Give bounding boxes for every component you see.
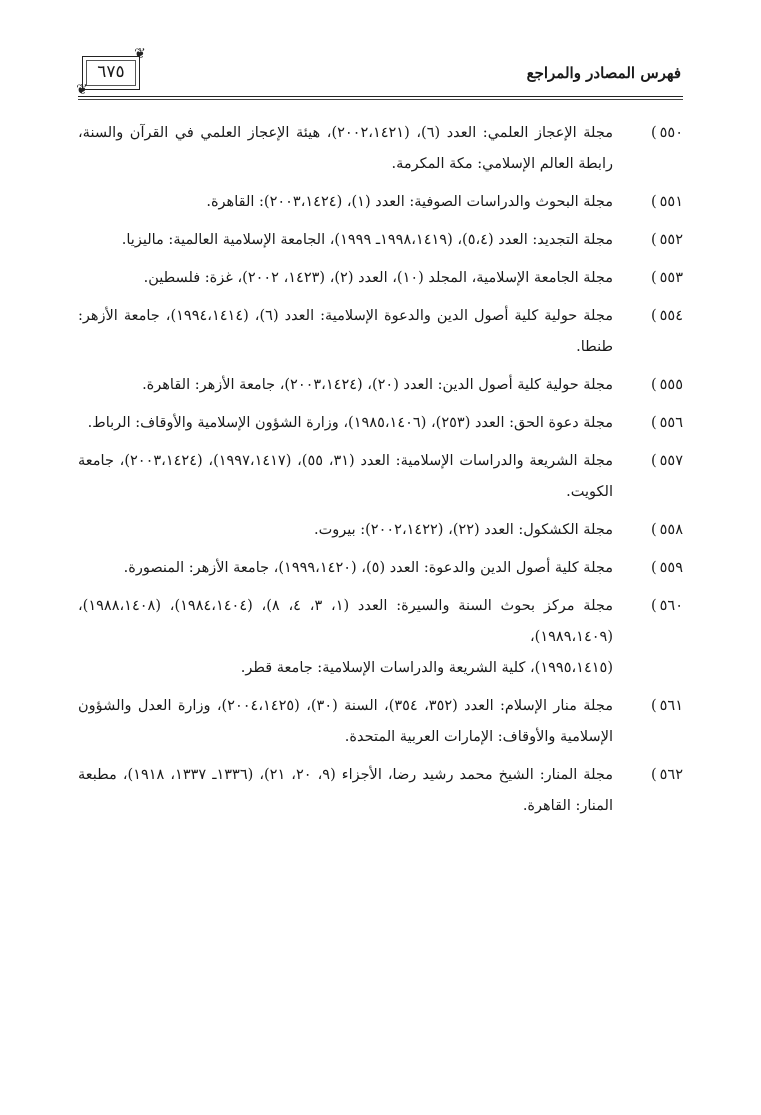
entry-number bbox=[651, 408, 683, 439]
entry-number bbox=[651, 691, 683, 722]
entry-text: مجلة كلية أصول الدين والدعوة: العدد (٥)، (١٩٩٩،١٤٢٠)، جامعة الأزهر: المنصورة. bbox=[123, 560, 613, 576]
entry-number-paren: ) bbox=[650, 270, 657, 286]
entry-number bbox=[651, 118, 683, 149]
entry-number bbox=[651, 446, 683, 477]
reference-entry bbox=[78, 263, 683, 294]
entry-number-paren: ) bbox=[650, 598, 657, 614]
page-number: ٦٧٥ bbox=[97, 62, 125, 82]
entry-text: مجلة الجامعة الإسلامية، المجلد (١٠)، العدد (٢)، (١٤٢٣، ٢٠٠٢)، غزة: فلسطين. bbox=[143, 270, 613, 286]
entry-text: مجلة الشريعة والدراسات الإسلامية: العدد (٣١، ٥٥)، (١٩٩٧،١٤١٧)، (٢٠٠٣،١٤٢٤)، جامعة الكويت. bbox=[78, 453, 613, 500]
entry-number-digits: ٥٥٥ bbox=[659, 377, 683, 393]
entry-number bbox=[651, 515, 683, 546]
entry-number-paren: ) bbox=[650, 560, 657, 576]
header-title: فهرس المصادر والمراجع bbox=[526, 64, 681, 82]
entry-text: مجلة البحوث والدراسات الصوفية: العدد (١)، (٢٠٠٣،١٤٢٤): القاهرة. bbox=[206, 194, 613, 210]
entry-number-paren: ) bbox=[650, 308, 657, 324]
entry-number-paren: ) bbox=[650, 194, 657, 210]
entry-number-digits: ٥٥٢ bbox=[659, 232, 683, 248]
header-rule-thin bbox=[78, 99, 683, 100]
entry-number-digits: ٥٥٩ bbox=[659, 560, 683, 576]
reference-entry bbox=[78, 760, 683, 822]
entry-number bbox=[651, 553, 683, 584]
entry-number-digits: ٥٥٨ bbox=[659, 522, 683, 538]
entry-number-digits: ٥٥٠ bbox=[659, 125, 683, 141]
entry-continuation: (١٩٩٥،١٤١٥)، كلية الشريعة والدراسات الإسلامية: جامعة قطر. bbox=[240, 660, 613, 676]
entry-number bbox=[651, 301, 683, 332]
entry-number bbox=[651, 263, 683, 294]
entry-number-paren: ) bbox=[650, 377, 657, 393]
reference-entry bbox=[78, 408, 683, 439]
entry-text: مجلة مركز بحوث السنة والسيرة: العدد (١، ٣، ٤، ٨)، (١٩٨٤،١٤٠٤)، (١٩٨٨،١٤٠٨)، (١٩٨٩،١٤٠٩)، bbox=[78, 598, 614, 645]
reference-list bbox=[78, 118, 683, 829]
entry-text: مجلة الإعجاز العلمي: العدد (٦)، (٢٠٠٢،١٤٢١)، هيئة الإعجاز العلمي في القرآن والسنة، رابطة العالم الإسلامي: مكة المكرمة. bbox=[78, 125, 613, 172]
entry-text: مجلة حولية كلية أصول الدين: العدد (٢٠)، (٢٠٠٣،١٤٢٤)، جامعة الأزهر: القاهرة. bbox=[142, 377, 613, 393]
running-header bbox=[76, 46, 683, 98]
entry-text: مجلة الكشكول: العدد (٢٢)، (٢٠٠٢،١٤٢٢): بيروت. bbox=[313, 522, 613, 538]
entry-text: مجلة دعوة الحق: العدد (٢٥٣)، (١٩٨٥،١٤٠٦)، وزارة الشؤون الإسلامية والأوقاف: الرباط. bbox=[87, 415, 613, 431]
entry-number-digits: ٥٦١ bbox=[659, 698, 683, 714]
corner-ornament-icon: ❦ bbox=[76, 82, 88, 98]
entry-text: مجلة حولية كلية أصول الدين والدعوة الإسلامية: العدد (٦)، (١٩٩٤،١٤١٤)، جامعة الأزهر: طنطا. bbox=[78, 308, 613, 355]
entry-number-digits: ٥٦٠ bbox=[659, 598, 683, 614]
entry-number-digits: ٥٥٦ bbox=[659, 415, 683, 431]
entry-number-digits: ٥٥١ bbox=[659, 194, 683, 210]
entry-number bbox=[651, 225, 683, 256]
entry-number-paren: ) bbox=[650, 453, 657, 469]
reference-entry bbox=[78, 370, 683, 401]
entry-text: مجلة المنار: الشيخ محمد رشيد رضا، الأجزاء (٩، ٢٠، ٢١)، (١٣٣٦ـ ١٣٣٧، ١٩١٨)، مطبعة المنار: القاهرة. bbox=[78, 767, 614, 814]
reference-entry bbox=[78, 118, 683, 180]
entry-number bbox=[651, 370, 683, 401]
reference-entry bbox=[78, 301, 683, 363]
reference-entry bbox=[78, 446, 683, 508]
entry-number-digits: ٥٦٢ bbox=[659, 767, 683, 783]
header-rule bbox=[78, 96, 683, 97]
entry-number-paren: ) bbox=[650, 522, 657, 538]
entry-number bbox=[651, 187, 683, 218]
reference-entry bbox=[78, 591, 683, 653]
entry-number-paren: ) bbox=[650, 232, 657, 248]
corner-ornament-icon: ❦ bbox=[134, 46, 146, 62]
entry-number-digits: ٥٥٧ bbox=[659, 453, 683, 469]
entry-number-digits: ٥٥٤ bbox=[659, 308, 683, 324]
entry-text: مجلة التجديد: العدد (٥،٤)، (١٩٩٨،١٤١٩ـ ١٩٩٩)، الجامعة الإسلامية العالمية: ماليزيا. bbox=[121, 232, 613, 248]
reference-entry bbox=[78, 187, 683, 218]
entry-number-paren: ) bbox=[650, 415, 657, 431]
reference-entry bbox=[78, 225, 683, 256]
reference-entry bbox=[78, 553, 683, 584]
reference-entry bbox=[78, 691, 683, 753]
entry-number-paren: ) bbox=[650, 767, 657, 783]
entry-number-digits: ٥٥٣ bbox=[659, 270, 683, 286]
entry-text: مجلة منار الإسلام: العدد (٣٥٢، ٣٥٤)، السنة (٣٠)، (٢٠٠٤،١٤٢٥)، وزارة العدل والشؤون الإسلامية والأوقاف: الإمارات العربية المتحدة. bbox=[78, 698, 613, 745]
entry-number bbox=[651, 591, 683, 622]
entry-number-paren: ) bbox=[650, 698, 657, 714]
reference-entry bbox=[78, 515, 683, 546]
entry-number-paren: ) bbox=[650, 125, 657, 141]
entry-number bbox=[651, 760, 683, 791]
